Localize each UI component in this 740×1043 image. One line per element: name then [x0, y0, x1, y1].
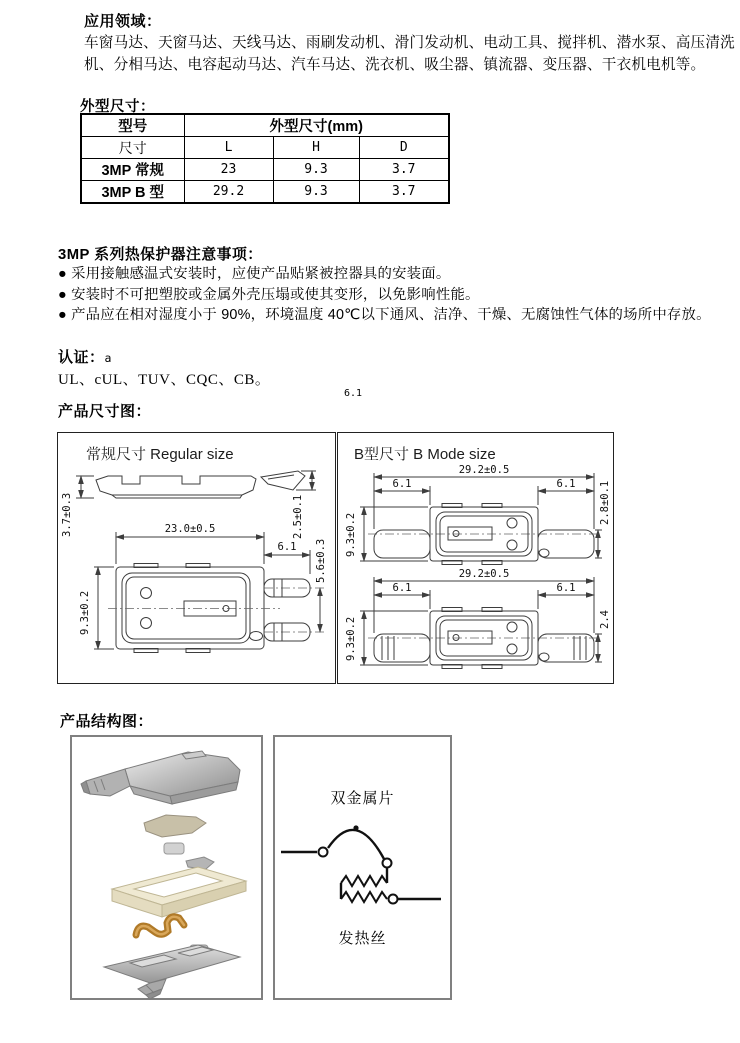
- table-row: [81, 159, 449, 181]
- certification-title: 认证：: [58, 349, 105, 366]
- note-item: ● 安装时不可把塑胶或金属外壳压塌或使其变形，以免影响性能。: [58, 286, 480, 303]
- table-cell: 外型尺寸(mm): [184, 114, 449, 137]
- floating-note: 6.1: [344, 388, 363, 399]
- notes-title: 3MP 系列热保护器注意事项：: [58, 247, 263, 263]
- dimension-label: 2.5±0.1: [292, 494, 304, 539]
- dimension-label: 6.1: [556, 478, 576, 490]
- table-cell: 3MP 常规: [81, 159, 184, 181]
- outline-dimensions-title: 外型尺寸：: [80, 99, 155, 115]
- table-header-row: [81, 114, 449, 137]
- dimension-label: 6.1: [277, 541, 297, 553]
- b-mode-label: B型尺寸 B Mode size: [354, 446, 496, 463]
- bimetal-pivot-dot: [353, 825, 358, 830]
- structure-figure-title: 产品结构图：: [60, 713, 154, 730]
- table-subheader-row: [81, 137, 449, 159]
- application-body: 车窗马达、天窗马达、天线马达、雨刷发动机、滑门发动机、电动工具、搅拌机、潜水泵、高压清洗机、分相马达、电容起动马达、汽车马达、洗衣机、吸尘器、镇流器、变压器、干衣机电机等。: [84, 35, 735, 73]
- dimension-label: 6.1: [392, 582, 412, 594]
- table-cell: 9.3: [273, 159, 359, 181]
- dimension-label: 5.6±0.3: [315, 538, 327, 583]
- table-cell: 9.3: [273, 181, 359, 204]
- certification-body: UL、cUL、TUV、CQC、CB。: [58, 372, 271, 388]
- dimension-table: [80, 113, 450, 204]
- dimension-label: 29.2±0.5: [458, 464, 510, 476]
- dimension-figure-title: 产品尺寸图：: [58, 403, 152, 420]
- dimension-label: 9.3±0.2: [345, 512, 357, 557]
- application-title: 应用领域：: [84, 13, 162, 30]
- note-item: ● 产品应在相对湿度小于 90%，环境温度 40℃以下通风、洁净、干燥、无腐蚀性气体的场所中存放。: [58, 307, 711, 323]
- regular-size-drawing: [58, 433, 335, 683]
- dimension-label: 9.3±0.2: [79, 590, 91, 635]
- table-cell: 3MP B 型: [81, 181, 184, 204]
- dimension-label: 6.1: [556, 582, 576, 594]
- notes-list: [58, 264, 711, 326]
- regular-size-label: 常规尺寸 Regular size: [86, 446, 234, 463]
- table-cell: H: [273, 137, 359, 159]
- schematic-panel: [273, 735, 452, 1000]
- dimension-label: 3.7±0.3: [61, 492, 73, 537]
- certification-mark: a: [104, 351, 112, 365]
- heater-label: 发热丝: [338, 930, 387, 947]
- table-cell: D: [359, 137, 449, 159]
- certification-line: [58, 346, 111, 367]
- b-mode-drawing: [338, 433, 613, 683]
- regular-size-panel: [57, 432, 336, 684]
- table-row: [81, 181, 449, 204]
- dimension-label: 29.2±0.5: [458, 568, 510, 580]
- table-cell: 29.2: [184, 181, 273, 204]
- note-item: ● 采用接触感温式安装时，应使产品贴紧被控器具的安装面。: [58, 266, 451, 282]
- exploded-view-panel: [70, 735, 263, 1000]
- table-cell: 尺寸: [81, 137, 184, 159]
- table-cell: 3.7: [359, 159, 449, 181]
- dimension-label: 2.4: [599, 610, 611, 629]
- table-cell: 23: [184, 159, 273, 181]
- dimension-label: 23.0±0.5: [164, 523, 216, 535]
- bimetal-label: 双金属片: [330, 790, 395, 807]
- b-mode-panel: [337, 432, 614, 684]
- dimension-label: 2.8±0.1: [599, 480, 611, 525]
- dimension-label: 9.3±0.2: [345, 616, 357, 661]
- table-cell: L: [184, 137, 273, 159]
- exploded-view-drawing: [72, 737, 261, 998]
- table-cell: 3.7: [359, 181, 449, 204]
- table-cell: 型号: [81, 114, 184, 137]
- bimetal-circuit-drawing: [279, 817, 444, 917]
- dimension-label: 6.1: [392, 478, 412, 490]
